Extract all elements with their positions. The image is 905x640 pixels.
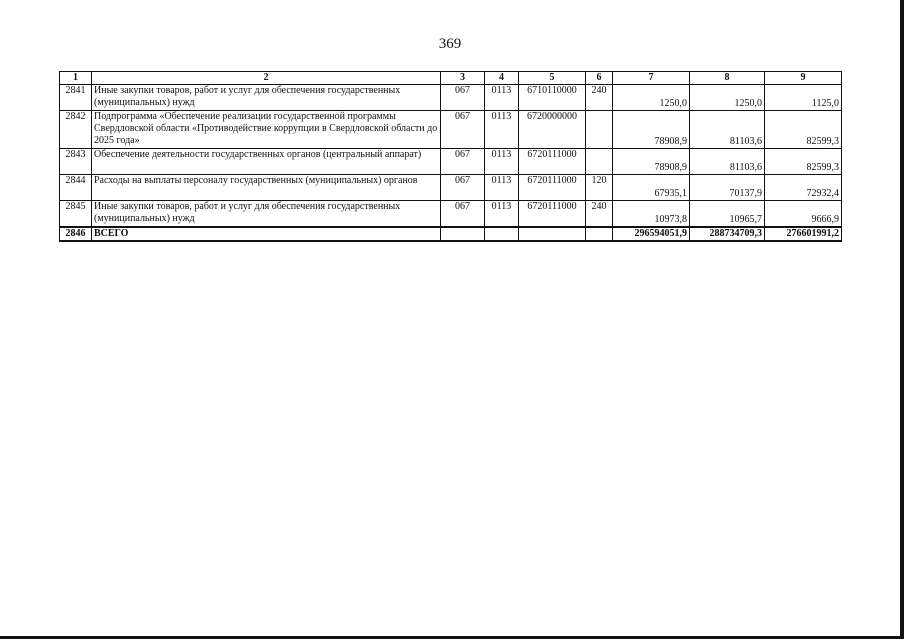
row-col3: 067 (441, 175, 485, 201)
table-row (60, 175, 842, 201)
row-col7: 78908,9 (613, 111, 690, 149)
table-row (60, 111, 842, 149)
row-col9: 82599,3 (765, 111, 842, 149)
header-cell: 3 (441, 72, 485, 85)
row-col5: 6710110000 (519, 85, 586, 111)
total-label: ВСЕГО (92, 227, 441, 241)
row-col3: 067 (441, 149, 485, 175)
row-number: 2843 (60, 149, 92, 175)
total-col8: 288734709,3 (690, 227, 765, 241)
row-number: 2841 (60, 85, 92, 111)
table-row (60, 149, 842, 175)
page-number: 369 (438, 36, 462, 52)
row-col6: 240 (586, 201, 613, 227)
total-col7: 296594051,9 (613, 227, 690, 241)
row-name: Обеспечение деятельности государственных органов (центральный аппарат) (92, 149, 441, 175)
total-empty-cell (519, 227, 586, 241)
table-row (60, 201, 842, 227)
row-col8: 10965,7 (690, 201, 765, 227)
row-number: 2842 (60, 111, 92, 149)
row-col8: 81103,6 (690, 149, 765, 175)
header-cell: 2 (92, 72, 441, 85)
row-col3: 067 (441, 85, 485, 111)
header-cell: 7 (613, 72, 690, 85)
row-col9: 72932,4 (765, 175, 842, 201)
header-cell: 5 (519, 72, 586, 85)
total-empty-cell (441, 227, 485, 241)
row-col3: 067 (441, 201, 485, 227)
row-number: 2844 (60, 175, 92, 201)
budget-table (59, 71, 842, 242)
row-col4: 0113 (485, 111, 519, 149)
row-col9: 9666,9 (765, 201, 842, 227)
row-col3: 067 (441, 111, 485, 149)
total-col9: 276601991,2 (765, 227, 842, 241)
row-col8: 81103,6 (690, 111, 765, 149)
header-cell: 9 (765, 72, 842, 85)
row-col5: 6720111000 (519, 201, 586, 227)
row-col4: 0113 (485, 201, 519, 227)
row-col6: 120 (586, 175, 613, 201)
total-empty-cell (586, 227, 613, 241)
row-col4: 0113 (485, 85, 519, 111)
header-cell: 8 (690, 72, 765, 85)
row-col4: 0113 (485, 175, 519, 201)
row-col6 (586, 149, 613, 175)
header-cell: 4 (485, 72, 519, 85)
row-col5: 6720111000 (519, 149, 586, 175)
header-cell: 6 (586, 72, 613, 85)
row-col5: 6720111000 (519, 175, 586, 201)
row-col7: 10973,8 (613, 201, 690, 227)
header-cell: 1 (60, 72, 92, 85)
row-col8: 70137,9 (690, 175, 765, 201)
row-col6 (586, 111, 613, 149)
row-col7: 1250,0 (613, 85, 690, 111)
row-name: Иные закупки товаров, работ и услуг для обеспечения государственных (муниципальных) нужд (92, 201, 441, 227)
row-name: Подпрограмма «Обеспечение реализации государственной программы Свердловской области «Противодействие коррупции в Свердловской области до 2025 года» (92, 111, 441, 149)
row-col6: 240 (586, 85, 613, 111)
row-name: Расходы на выплаты персоналу государственных (муниципальных) органов (92, 175, 441, 201)
row-col4: 0113 (485, 149, 519, 175)
total-empty-cell (485, 227, 519, 241)
row-number: 2845 (60, 201, 92, 227)
total-number: 2846 (60, 227, 92, 241)
row-col7: 67935,1 (613, 175, 690, 201)
row-col9: 1125,0 (765, 85, 842, 111)
row-col5: 6720000000 (519, 111, 586, 149)
row-col9: 82599,3 (765, 149, 842, 175)
table-row (60, 85, 842, 111)
table-header-row (60, 72, 842, 85)
row-col7: 78908,9 (613, 149, 690, 175)
row-col8: 1250,0 (690, 85, 765, 111)
total-row (60, 227, 842, 241)
row-name: Иные закупки товаров, работ и услуг для обеспечения государственных (муниципальных) нужд (92, 85, 441, 111)
